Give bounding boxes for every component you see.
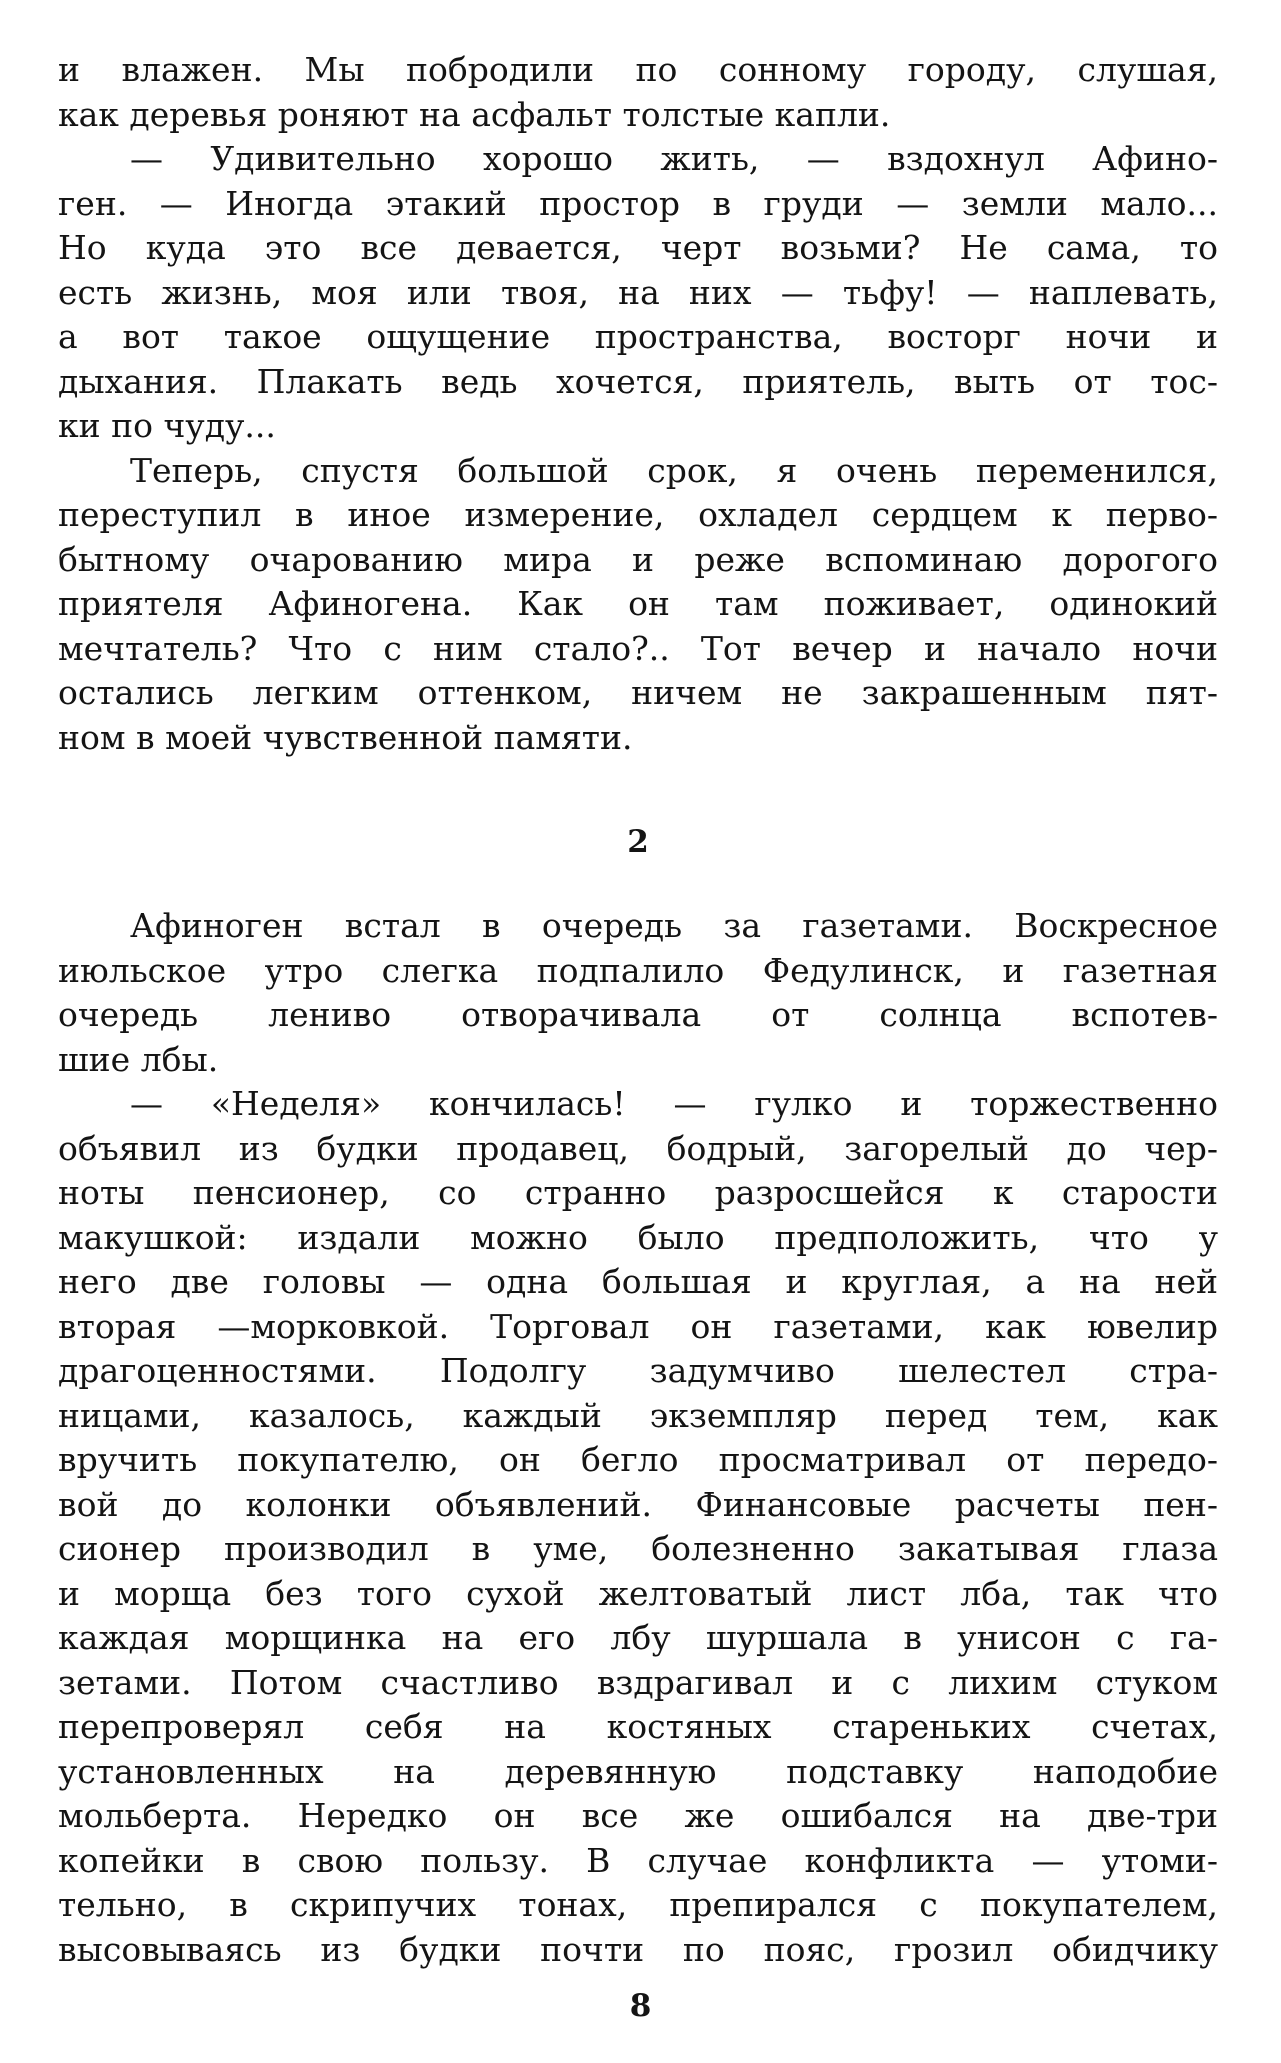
text-line: него две головы — одна большая и круглая, а на ней bbox=[58, 1262, 1218, 1301]
text-line: ницами, казалось, каждый экземпляр перед тем, как bbox=[58, 1395, 1218, 1435]
text-line: дыхания. Плакать ведь хочется, приятель, выть от тос- bbox=[58, 361, 1218, 401]
page-number: 8 bbox=[629, 1988, 652, 2024]
text-line: шие лбы. bbox=[58, 1039, 219, 1079]
text-line: тельно, в скрипучих тонах, препирался с покупателем, bbox=[58, 1885, 1218, 1924]
text-line: каждая морщинка на его лбу шуршала в унисон с га- bbox=[58, 1618, 1218, 1657]
book-page bbox=[58, 48, 1218, 1972]
text-line: ном в моей чувственной памяти. bbox=[58, 717, 633, 757]
text-line: ки по чуду... bbox=[58, 406, 276, 445]
text-line: установленных на деревянную подставку наподобие bbox=[58, 1751, 1218, 1791]
text-line: сионер производил в уме, болезненно закатывая глаза bbox=[58, 1529, 1218, 1568]
text-line: приятеля Афиногена. Как он там поживает, одинокий bbox=[58, 584, 1218, 623]
text-line: а вот такое ощущение пространства, восторг ночи и bbox=[58, 317, 1218, 356]
text-line: и морща без того сухой желтоватый лист лба, так что bbox=[58, 1573, 1218, 1613]
text-line: мольберта. Нередко он все же ошибался на две-три bbox=[58, 1796, 1218, 1835]
text-line: перепроверял себя на костяных стареньких счетах, bbox=[58, 1707, 1218, 1746]
text-line: есть жизнь, моя или твоя, на них — тьфу! — наплевать, bbox=[58, 272, 1218, 312]
text-line: ген. — Иногда этакий простор в груди — земли мало... bbox=[58, 183, 1218, 223]
text-line: — «Неделя» кончилась! — гулко и торжественно bbox=[130, 1084, 1218, 1123]
text-line: зетами. Потом счастливо вздрагивал и с лихим стуком bbox=[58, 1662, 1218, 1702]
text-line: Афиноген встал в очередь за газетами. Воскресное bbox=[130, 906, 1218, 945]
text-line: Теперь, спустя большой срок, я очень переменился, bbox=[130, 450, 1218, 490]
text-line: — Удивительно хорошо жить, — вздохнул Афино- bbox=[130, 139, 1218, 178]
text-line: драгоценностями. Подолгу задумчиво шелестел стра- bbox=[58, 1351, 1218, 1390]
text-line: очередь лениво отворачивала от солнца вспотев- bbox=[58, 995, 1218, 1034]
text-line: макушкой: издали можно было предположить, что у bbox=[58, 1217, 1218, 1257]
text-block-section-one bbox=[58, 48, 1218, 760]
text-block-section-two bbox=[58, 904, 1218, 1972]
text-line: вручить покупателю, он бегло просматривал от передо- bbox=[58, 1440, 1218, 1479]
text-line: и влажен. Мы побродили по сонному городу, слушая, bbox=[58, 50, 1218, 89]
text-line: переступил в иное измерение, охладел сердцем к перво- bbox=[58, 495, 1218, 534]
section-gap bbox=[58, 864, 1218, 904]
text-line: вой до колонки объявлений. Финансовые расчеты пен- bbox=[58, 1484, 1218, 1524]
text-line: как деревья роняют на асфальт толстые капли. bbox=[58, 94, 891, 134]
text-line: мечтатель? Что с ним стало?.. Тот вечер и начало ночи bbox=[58, 628, 1218, 668]
text-line: бытному очарованию мира и реже вспоминаю дорогого bbox=[58, 539, 1218, 579]
section-gap bbox=[58, 760, 1218, 820]
text-line: вторая —морковкой. Торговал он газетами, как ювелир bbox=[58, 1306, 1218, 1346]
text-line: копейки в свою пользу. В случае конфликта — утоми- bbox=[58, 1840, 1218, 1880]
text-line: июльское утро слегка подпалило Федулинск, и газетная bbox=[58, 950, 1218, 990]
text-line: остались легким оттенком, ничем не закрашенным пят- bbox=[58, 673, 1218, 712]
text-line: ноты пенсионер, со странно разросшейся к старости bbox=[58, 1173, 1218, 1212]
chapter-number: 2 bbox=[627, 824, 649, 860]
text-line: Но куда это все девается, черт возьми? Не сама, то bbox=[58, 228, 1218, 267]
text-line: высовываясь из будки почти по пояс, грозил обидчику bbox=[58, 1929, 1218, 1969]
text-line: объявил из будки продавец, бодрый, загорелый до чер- bbox=[58, 1128, 1218, 1168]
